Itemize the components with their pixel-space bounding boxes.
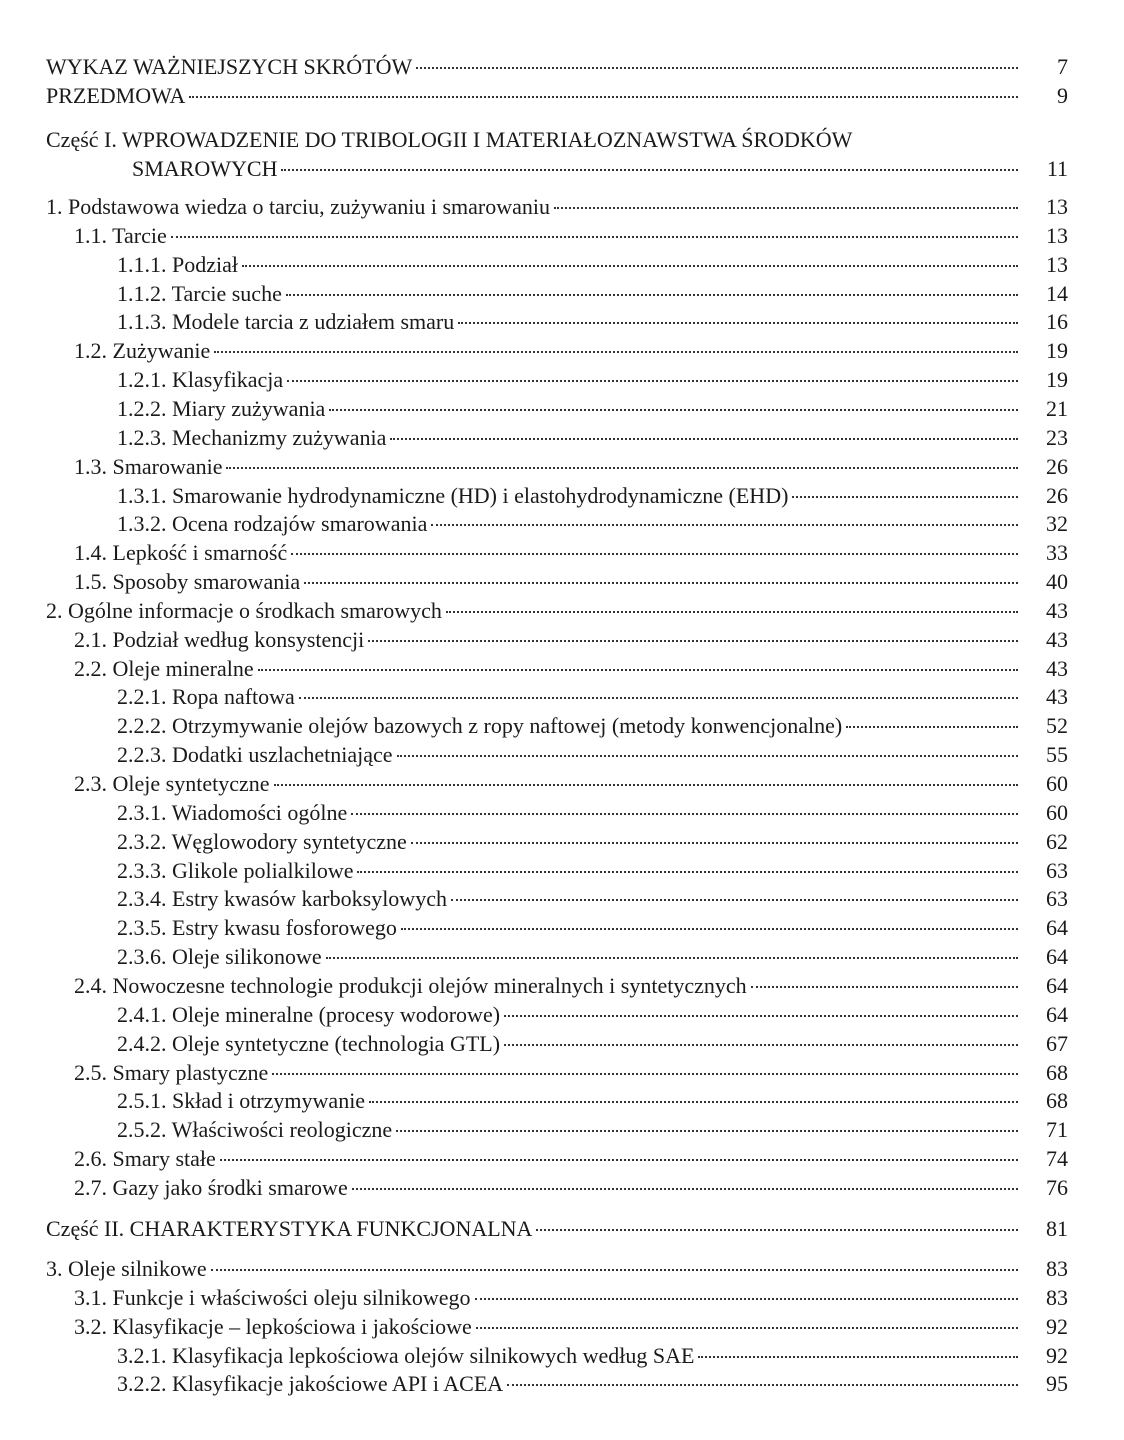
toc-entry [0, 1086, 1124, 1116]
toc-page-number: 23 [1046, 424, 1068, 450]
toc-page-number: 81 [1046, 1216, 1068, 1241]
toc-entry [0, 481, 1124, 511]
toc-entry-abbreviations [0, 52, 1124, 82]
toc-entry [0, 942, 1124, 972]
toc-entry-label: 1.5. Sposoby smarowania [74, 569, 301, 595]
toc-entry [0, 250, 1124, 280]
toc-entry-label: 2.2.2. Otrzymywanie olejów bazowych z ropy naftowej (metody konwencjonalne) [117, 713, 843, 739]
toc-page-number: 33 [1046, 540, 1068, 566]
toc-entry-label: 1.4. Lepkość i smarność [74, 540, 288, 566]
toc-entry [0, 336, 1124, 366]
toc-entry [0, 307, 1124, 337]
dot-leader [476, 1327, 1018, 1329]
toc-entry [0, 1341, 1124, 1371]
dot-leader [274, 784, 1019, 786]
dot-leader [291, 553, 1018, 555]
toc-entry [0, 567, 1124, 597]
toc-entry-label: 2.3. Oleje syntetyczne [74, 771, 270, 796]
toc-entry-part-2 [0, 1214, 1124, 1244]
part-title: Część I. WPROWADZENIE DO TRIBOLOGII I MATERIAŁOZNAWSTWA ŚRODKÓW [46, 127, 853, 152]
dot-leader [368, 640, 1018, 642]
toc-entry-label: 2.3.3. Glikole polialkilowe [117, 857, 354, 883]
dot-leader [416, 67, 1018, 69]
toc-entry-label: 2.5.2. Właściwości reologiczne [117, 1117, 393, 1143]
part-title-continued: SMAROWYCH [132, 156, 278, 181]
toc-entry [0, 798, 1124, 828]
toc-page-number: 40 [1046, 569, 1068, 595]
toc-entry [0, 1000, 1124, 1030]
dot-leader [226, 467, 1018, 469]
toc-page-number: 64 [1046, 1001, 1068, 1027]
toc-entry-label: 2.1. Podział według konsystencji [74, 626, 365, 652]
toc-entry [0, 654, 1124, 684]
toc-entry [0, 1283, 1124, 1313]
toc-entry-label: WYKAZ WAŻNIEJSZYCH SKRÓTÓW [46, 54, 413, 79]
toc-entry-label: 2.3.4. Estry kwasów karboksylowych [117, 886, 447, 912]
toc-entry-label: 3.2. Klasyfikacje – lepkościowa i jakościowe [74, 1313, 472, 1339]
toc-entry-label: 3.1. Funkcje i właściwości oleju silnikowego [74, 1284, 471, 1310]
toc-page-number: 76 [1046, 1174, 1068, 1200]
toc-entry [0, 1312, 1124, 1342]
toc-entry [0, 884, 1124, 914]
dot-leader [390, 438, 1018, 440]
dot-leader [214, 351, 1018, 353]
toc-page-number: 13 [1046, 194, 1068, 219]
toc-entry-label: 2.2.1. Ropa naftowa [117, 684, 295, 710]
toc-entry-part-1 [0, 154, 1124, 184]
toc-entry [0, 625, 1124, 655]
toc-page-number: 21 [1046, 395, 1068, 421]
dot-leader [396, 1130, 1018, 1132]
dot-leader [220, 1159, 1018, 1161]
toc-page-number: 62 [1046, 828, 1068, 854]
toc-entry [0, 279, 1124, 309]
toc-entry [0, 423, 1124, 453]
toc-entry [0, 1058, 1124, 1088]
toc-page-number: 63 [1046, 886, 1068, 912]
toc-entry-label: 1.2.1. Klasyfikacja [117, 367, 284, 393]
dot-leader [751, 986, 1018, 988]
part-title: Część II. CHARAKTERYSTYKA FUNKCJONALNA [46, 1216, 533, 1241]
toc-entry [0, 1029, 1124, 1059]
toc-entry-label: 2.5. Smary plastyczne [74, 1059, 269, 1085]
toc-entry [0, 740, 1124, 770]
toc-entry-label: 3.2.1. Klasyfikacja lepkościowa olejów silnikowych według SAE [117, 1342, 695, 1368]
dot-leader [352, 1188, 1018, 1190]
toc-page-number: 83 [1046, 1284, 1068, 1310]
toc-entry-label: 2.4.2. Oleje syntetyczne (technologia GTL) [117, 1030, 501, 1056]
toc-entry [0, 1369, 1124, 1399]
toc-page-number: 32 [1046, 511, 1068, 537]
dot-leader [329, 409, 1018, 411]
toc-page-number: 95 [1046, 1371, 1068, 1397]
dot-leader [189, 96, 1018, 98]
toc-page-number: 26 [1046, 453, 1068, 479]
toc-entry [0, 1144, 1124, 1174]
toc-entry [0, 192, 1124, 222]
toc-page-number: 43 [1046, 597, 1068, 623]
toc-entry-label: 2.3.1. Wiadomości ogólne [117, 799, 348, 825]
toc-page-number: 7 [1057, 54, 1068, 79]
dot-leader [446, 611, 1018, 613]
dot-leader [451, 899, 1018, 901]
toc-page-number: 74 [1046, 1146, 1068, 1172]
toc-entry-preface [0, 81, 1124, 111]
toc-entry [0, 827, 1124, 857]
toc-entry-label: 1.3. Smarowanie [74, 453, 223, 479]
dot-leader [411, 842, 1018, 844]
toc-page-number: 14 [1046, 280, 1068, 306]
toc-entry-label: 2.2.3. Dodatki uszlachetniające [117, 742, 393, 768]
toc-entry [0, 538, 1124, 568]
toc-entry-label: 1.1.2. Tarcie suche [117, 280, 282, 306]
toc-page-number: 43 [1046, 655, 1068, 681]
toc-entry-label: 1.2.2. Miary zużywania [117, 395, 326, 421]
toc-entry-label: 2.5.1. Skład i otrzymywanie [117, 1088, 366, 1114]
toc-entry-label: 2.2. Oleje mineralne [74, 655, 254, 681]
dot-leader [458, 322, 1018, 324]
dot-leader [401, 928, 1018, 930]
toc-entry-label: 1.3.2. Ocena rodzajów smarowania [117, 511, 428, 537]
dot-leader [504, 1015, 1018, 1017]
toc-entry-label: 2. Ogólne informacje o środkach smarowych [46, 597, 442, 623]
dot-leader [287, 380, 1018, 382]
toc-entry-label: 1.1. Tarcie [74, 222, 167, 248]
dot-leader [431, 524, 1018, 526]
toc-page-number: 16 [1046, 309, 1068, 335]
toc-page-number: 13 [1046, 251, 1068, 277]
toc-entry [0, 1173, 1124, 1203]
toc-entry [0, 913, 1124, 943]
toc-page-number: 83 [1046, 1256, 1068, 1281]
toc-page-number: 19 [1046, 367, 1068, 393]
toc-entry-label: PRZEDMOWA [46, 83, 186, 108]
toc-entry-label: 2.3.2. Węglowodory syntetyczne [117, 828, 407, 854]
toc-page-number: 71 [1046, 1117, 1068, 1143]
toc-entry-label: 2.6. Smary stałe [74, 1146, 216, 1172]
toc-entry [0, 769, 1124, 799]
toc-entry [0, 1115, 1124, 1145]
toc-page-number: 68 [1046, 1088, 1068, 1114]
toc-entry-label: 1.1.3. Modele tarcia z udziałem smaru [117, 309, 455, 335]
dot-leader [504, 1044, 1018, 1046]
toc-entry-label: 2.4. Nowoczesne technologie produkcji olejów mineralnych i syntetycznych [74, 972, 747, 998]
dot-leader [698, 1356, 1018, 1358]
toc-entry-label: 1. Podstawowa wiedza o tarciu, zużywaniu i smarowaniu [46, 194, 551, 219]
dot-leader [258, 669, 1018, 671]
dot-leader [326, 957, 1018, 959]
toc-page-number: 52 [1046, 713, 1068, 739]
toc-entry-label: 3.2.2. Klasyfikacje jakościowe API i ACEA [117, 1371, 504, 1397]
toc-entry-label: 2.3.5. Estry kwasu fosforowego [117, 915, 397, 941]
toc-page-number: 64 [1046, 972, 1068, 998]
toc-entry [0, 1254, 1124, 1284]
toc-page-number: 68 [1046, 1059, 1068, 1085]
toc-entry [0, 221, 1124, 251]
toc-entry [0, 971, 1124, 1001]
toc-entry-label: 1.2.3. Mechanizmy zużywania [117, 424, 387, 450]
toc-page-number: 67 [1046, 1030, 1068, 1056]
dot-leader [357, 871, 1018, 873]
dot-leader [299, 697, 1018, 699]
toc-entry-label: 2.3.6. Oleje silikonowe [117, 944, 322, 970]
toc-page-number: 26 [1046, 482, 1068, 508]
dot-leader [351, 813, 1018, 815]
toc-page-number: 13 [1046, 222, 1068, 248]
toc-page-number: 43 [1046, 684, 1068, 710]
dot-leader [369, 1101, 1018, 1103]
toc-entry [0, 394, 1124, 424]
dot-leader [304, 582, 1018, 584]
toc-entry [0, 856, 1124, 886]
dot-leader [211, 1269, 1018, 1271]
toc-page-number: 60 [1046, 799, 1068, 825]
toc-entry-label: 1.1.1. Podział [117, 251, 238, 277]
dot-leader [554, 207, 1018, 209]
toc-entry [0, 682, 1124, 712]
toc-page-number: 63 [1046, 857, 1068, 883]
toc-entry-label: 1.3.1. Smarowanie hydrodynamiczne (HD) i elastohydrodynamiczne (EHD) [117, 482, 789, 508]
dot-leader [507, 1384, 1018, 1386]
dot-leader [792, 496, 1018, 498]
dot-leader [171, 236, 1018, 238]
dot-leader [272, 1073, 1018, 1075]
toc-page-number: 19 [1046, 338, 1068, 364]
toc-page-number: 11 [1046, 156, 1068, 181]
dot-leader [286, 294, 1018, 296]
toc-page-number: 60 [1046, 771, 1068, 796]
toc-page-number: 55 [1046, 742, 1068, 768]
toc-entry [0, 452, 1124, 482]
dot-leader [846, 726, 1018, 728]
toc-entry [0, 596, 1124, 626]
dot-leader [397, 755, 1018, 757]
toc-entry [0, 711, 1124, 741]
toc-entry-label: 2.4.1. Oleje mineralne (procesy wodorowe) [117, 1001, 501, 1027]
toc-entry [0, 509, 1124, 539]
toc-entry-label: 2.7. Gazy jako środki smarowe [74, 1174, 348, 1200]
toc-page-number: 64 [1046, 944, 1068, 970]
dot-leader [475, 1298, 1018, 1300]
dot-leader [281, 169, 1018, 171]
toc-entry-label: 1.2. Zużywanie [74, 338, 211, 364]
toc-page-number: 43 [1046, 626, 1068, 652]
toc-page-number: 92 [1046, 1313, 1068, 1339]
dot-leader [242, 265, 1018, 267]
dot-leader [536, 1229, 1018, 1231]
toc-page-number: 64 [1046, 915, 1068, 941]
toc-page-number: 92 [1046, 1342, 1068, 1368]
part-heading-line [0, 125, 1124, 155]
toc-entry [0, 365, 1124, 395]
toc-page-number: 9 [1057, 83, 1068, 108]
toc-entry-label: 3. Oleje silnikowe [46, 1256, 207, 1281]
